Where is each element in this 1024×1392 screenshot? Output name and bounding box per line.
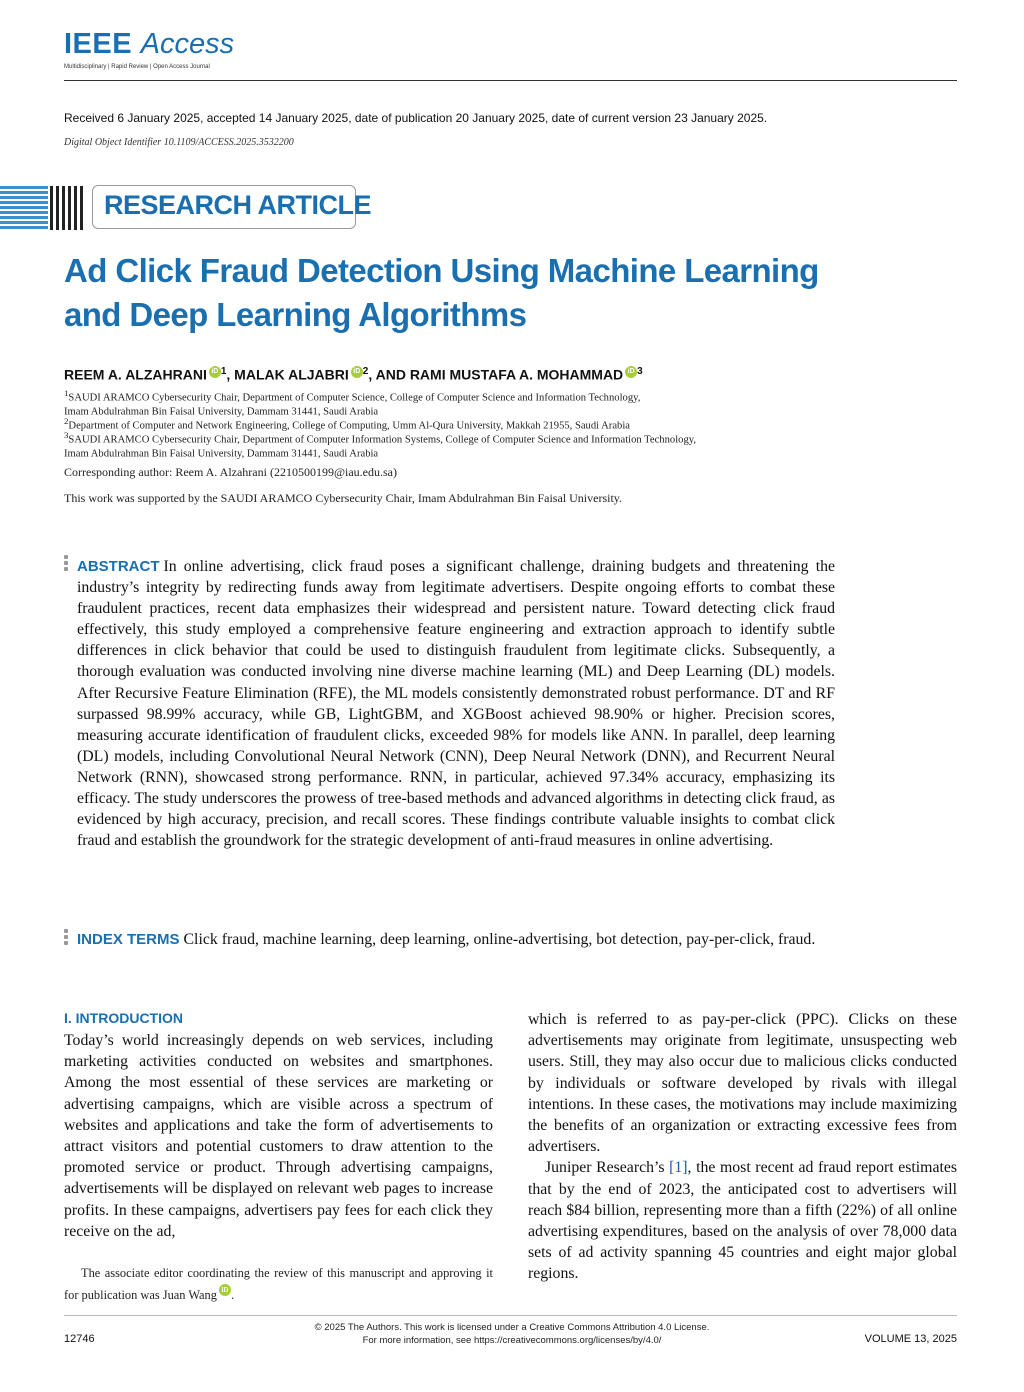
- page-number: 12746: [64, 1333, 95, 1345]
- doi-line: Digital Object Identifier 10.1109/ACCESS.2025.3532200: [64, 137, 294, 148]
- volume-label: VOLUME 13, 2025: [864, 1333, 957, 1345]
- intro-paragraph: which is referred to as pay-per-click (PPC). Clicks on these advertisements may originate from legitimate, unsuspecting web users. Still, they may also occur due to malicious clicks conducted by individuals or software developed by rivals with illegal intentions. In these cases, the motivations may include maximizing the benefits of an organization or extracting excessive fees from advertisers.: [528, 1011, 957, 1156]
- author-name: , AND RAMI MUSTAFA A. MOHAMMAD: [368, 366, 624, 383]
- received-dates: Received 6 January 2025, accepted 14 January 2025, date of publication 20 January 2025, date of current version 23 January 2025.: [64, 111, 768, 125]
- citation-link[interactable]: [1]: [669, 1159, 688, 1177]
- abstract-label: ABSTRACT: [77, 558, 160, 575]
- corresponding-author: Corresponding author: Reem A. Alzahrani (2210500199@iau.edu.sa): [64, 465, 397, 479]
- editor-footnote: The associate editor coordinating the review of this manuscript and approving it for publication was Juan Wang iD .: [64, 1266, 493, 1302]
- intro-paragraph: Juniper Research’s [1], the most recent ad fraud report estimates that by the end of 2023, the anticipated cost to advertisers will reach $84 billion, representing more than a fifth (22%) of all online advertising expenditures, based on the analysis of over 78,000 data sets of ad activity spanning 45 countries and eight major global regions.: [528, 1159, 958, 1283]
- funding-note: This work was supported by the SAUDI ARAMCO Cybersecurity Chair, Imam Abdulrahman Bin Faisal University.: [64, 491, 623, 505]
- author-affil-sup: 2: [362, 366, 369, 377]
- affiliation: Imam Abdulrahman Bin Faisal University, Dammam 31441, Saudi Arabia: [64, 448, 379, 460]
- license-url-line: For more information, see https://creativecommons.org/licenses/by/4.0/: [362, 1335, 662, 1346]
- author-list: [64, 366, 643, 383]
- orcid-icon[interactable]: iD: [209, 366, 221, 378]
- affiliation: Imam Abdulrahman Bin Faisal University, Dammam 31441, Saudi Arabia: [64, 406, 379, 418]
- banner-barcode: [50, 186, 83, 230]
- article-title: [64, 249, 944, 337]
- license-line: © 2025 The Authors. This work is licensed under a Creative Commons Attribution 4.0 License.: [314, 1322, 710, 1333]
- abstract: [77, 556, 835, 851]
- orcid-icon[interactable]: iD: [625, 366, 637, 378]
- abstract-marker: [64, 555, 69, 573]
- author-name: REEM A. ALZAHRANI: [64, 366, 207, 383]
- index-terms: [77, 929, 835, 951]
- header-divider: [64, 80, 957, 81]
- affiliation: $^3$SAUDI ARAMCO Cybersecurity Chair, Department of Computer Information Systems, College of Computer Science and Information Technology,: [64, 430, 696, 446]
- intro-paragraph: Today’s world increasingly depends on web services, including marketing activities conducted on websites and smartphones. Among the most essential of these services are marketing or advertising campaigns, which are visible across a spectrum of websites and applications and take the form of advertisements to attract visitors and potential customers to draw attention to the promoted service or product. Through advertising campaigns, advertisements will be displayed on relevant web pages to increase profits. In these campaigns, advertisers pay fees for each click they receive on the ad,: [64, 1032, 493, 1240]
- logo-ieee: IEEE: [64, 28, 133, 60]
- title-line-2: and Deep Learning Algorithms: [64, 296, 527, 333]
- author-name: , MALAK ALJABRI: [226, 366, 349, 383]
- index-terms-label: INDEX TERMS: [77, 931, 180, 948]
- orcid-icon[interactable]: iD: [351, 366, 363, 378]
- affiliation: $^2$Department of Computer and Network Engineering, College of Computing, Umm Al-Qura University, Makkah 21955, Saudi Arabia: [64, 416, 630, 432]
- journal-logo: [64, 28, 234, 61]
- index-terms-text: Click fraud, machine learning, deep learning, online-advertising, bot detection, pay-per-click, fraud.: [183, 931, 816, 948]
- abstract-text: In online advertising, click fraud poses a significant challenge, draining budgets and threatening the industry’s integrity by redirecting funds away from legitimate advertisers. Despite ongoing efforts to combat these fraudulent practices, recent data emphasizes their widespread and persistent nature. Toward detecting click fraud effectively, this study employed a comprehensive feature engineering and extraction approach to identify subtle differences in click behavior that could be used to distinguish fraudulent from legitimate clicks. Subsequently, a thorough evaluation was conducted involving nine diverse machine learning (ML) and Deep Learning (DL) models. After Recursive Feature Elimination (RFE), the ML models consistently demonstrated robust performance. DT and RF surpassed 98.99% accuracy, while GB, LightGBM, and XGBoost achieved 98.90% or higher. Precision scores, measuring accurate identification of fraudulent clicks, exceeded 98% for models like ANN. In parallel, deep learning (DL) models, including Convolutional Neural Network (CNN), Deep Neural Network (DNN), and Recurrent Neural Network (RNN), showcased strong performance. RNN, in particular, achieved 97.34% accuracy, emphasizing its efficacy. The study underscores the prowess of tree-based methods and advanced algorithms in detecting click fraud, as evidenced by high accuracy, precision, and recall scores. These findings contribute valuable insights to combat click fraud and establish the groundwork for the strategic development of anti-fraud measures in online advertising.: [77, 558, 835, 850]
- title-line-1: Ad Click Fraud Detection Using Machine Learning: [64, 252, 819, 289]
- banner-stripes: [0, 186, 48, 230]
- footer-divider: [64, 1315, 957, 1316]
- logo-access: Access: [140, 28, 235, 60]
- orcid-icon[interactable]: iD: [219, 1284, 231, 1296]
- author-affil-sup: 3: [637, 366, 643, 377]
- logo-tagline: Multidisciplinary | Rapid Review | Open Access Journal: [64, 64, 210, 70]
- author-affil-sup: 1: [220, 366, 227, 377]
- index-terms-marker: [64, 929, 69, 947]
- intro-left-column: [64, 1030, 493, 1242]
- intro-right-column: [528, 1009, 957, 1285]
- section-heading: I. INTRODUCTION: [64, 1010, 183, 1026]
- article-type-label: RESEARCH ARTICLE: [104, 190, 372, 220]
- affiliation: $^1$SAUDI ARAMCO Cybersecurity Chair, Department of Computer Science, College of Computer Science and Information Technology,: [64, 388, 641, 404]
